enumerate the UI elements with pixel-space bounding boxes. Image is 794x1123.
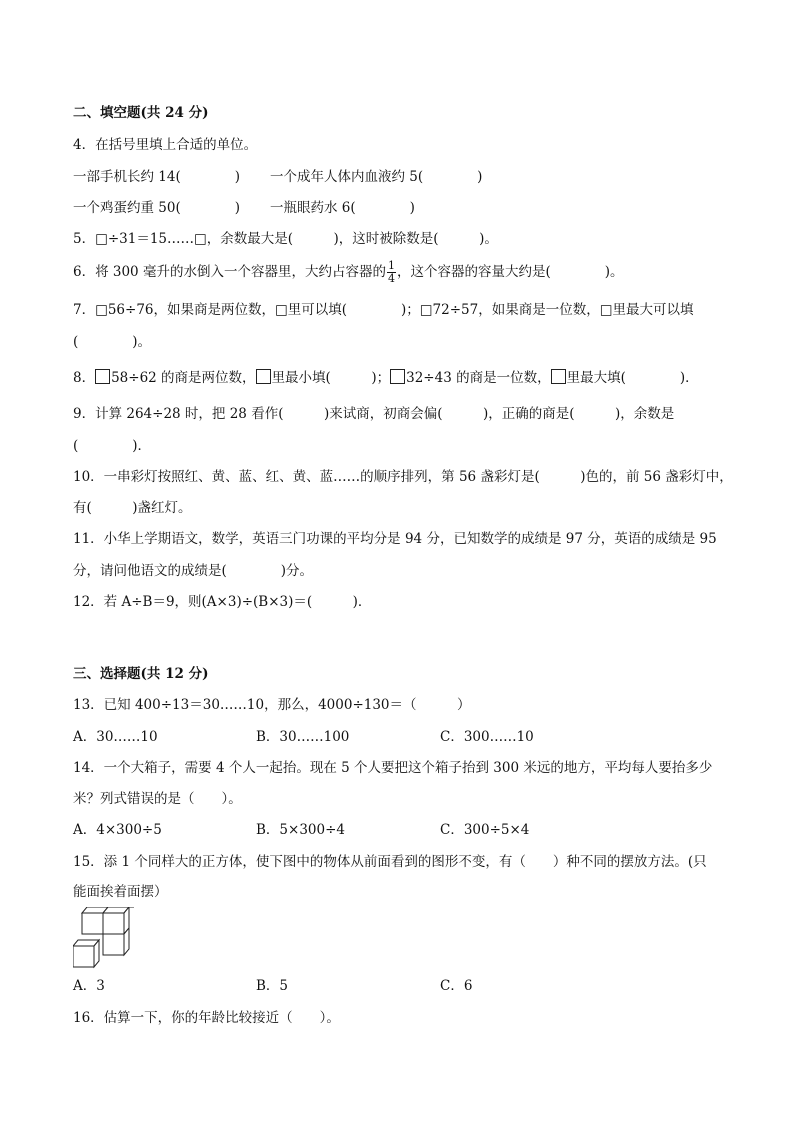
question-6-text-before: 6．将 300 毫升的水倒入一个容器里，大约占容器的: [73, 264, 386, 280]
question-9-line-2: ( )．: [73, 438, 152, 454]
fraction-one-quarter: [387, 260, 396, 285]
question-12: 12．若 A÷B＝9，则(A×3)÷(B×3)＝( )．: [73, 594, 372, 610]
question-8-part-d: 里最大填( )．: [566, 370, 699, 386]
question-15-option-b: B．5: [256, 978, 289, 994]
cube-stack-figure: [73, 907, 137, 971]
question-14-option-a: A．4×300÷5: [73, 822, 162, 838]
section-2-heading: 二、填空题(共 24 分): [73, 105, 209, 121]
question-5: 5．□÷31＝15……□，余数最大是( )，这时被除数是( )。: [73, 231, 498, 247]
question-6-text-after: ，这个容器的容量大约是( )。: [396, 264, 624, 280]
fraction-denominator: 4: [387, 272, 395, 285]
question-15-option-c: C．6: [440, 978, 473, 994]
question-14-option-b: B．5×300÷4: [256, 822, 345, 838]
blank-square-icon: [390, 369, 405, 384]
question-10-line-1: 10．一串彩灯按照红、黄、蓝、红、黄、蓝……的顺序排列，第 56 盏彩灯是( )色的，前 56 盏彩灯中，: [73, 469, 733, 485]
question-15-option-a: A．3: [73, 978, 105, 994]
question-13-option-b: B．30……100: [256, 729, 350, 745]
question-14-option-c: C．300÷5×4: [440, 822, 530, 838]
question-7-line-2: ( )。: [73, 334, 152, 350]
question-15-line-1: 15．添 1 个同样大的正方体，使下图中的物体从前面看到的图形不变，有（ ）种不同的摆放方法。(只: [73, 854, 707, 870]
fraction-numerator: 1: [387, 259, 395, 272]
question-6: [73, 258, 624, 286]
question-8-part-a: 58÷62 的商是两位数，: [111, 370, 256, 386]
question-4-row-2-right: 一瓶眼药水 6( ): [270, 200, 415, 216]
question-16: 16．估算一下，你的年龄比较接近（ ）。: [73, 1010, 340, 1026]
question-8-part-b: 里最小填( )；: [271, 370, 391, 386]
blank-square-icon: [95, 369, 110, 384]
question-14-line-1: 14．一个大箱子，需要 4 个人一起抬。现在 5 个人要把这个箱子抬到 300 米远的地方，平均每人要抬多少: [73, 760, 713, 776]
blank-square-icon: [256, 369, 271, 384]
question-13-stem: 13．已知 400÷13＝30……10，那么，4000÷130＝（ ）: [73, 697, 471, 713]
question-10-line-2: 有( )盏红灯。: [73, 500, 192, 516]
blank-square-icon: [551, 369, 566, 384]
question-4-stem: 4．在括号里填上合适的单位。: [73, 137, 258, 153]
cube-bottom-front: [73, 940, 99, 967]
question-13-option-c: C．300……10: [440, 729, 534, 745]
question-7-line-1: 7．□56÷76，如果商是两位数，□里可以填( )；□72÷57，如果商是一位数，□里最大可以填: [73, 302, 694, 318]
question-9-line-1: 9．计算 264÷28 时，把 28 看作( )来试商，初商会偏( )，正确的商是( )，余数是: [73, 406, 675, 422]
question-4-row-1-left: 一部手机长约 14( ): [73, 169, 241, 185]
section-3-heading: 三、选择题(共 12 分): [73, 666, 209, 682]
question-11-line-1: 11．小华上学期语文，数学，英语三门功课的平均分是 94 分，已知数学的成绩是 97 分，英语的成绩是 95: [73, 531, 717, 547]
question-14-line-2: 米？列式错误的是（ ）。: [73, 791, 242, 807]
question-8-number: 8．: [73, 370, 96, 386]
question-11-line-2: 分，请问他语文的成绩是( )分。: [73, 563, 314, 579]
question-4-row-2-left: 一个鸡蛋约重 50( ): [73, 200, 241, 216]
question-8-part-c: 32÷43 的商是一位数，: [406, 370, 551, 386]
question-13-option-a: A．30……10: [73, 729, 158, 745]
question-8: [73, 369, 699, 387]
question-4-row-1-right: 一个成年人体内血液约 5( ): [270, 169, 483, 185]
question-15-line-2: 能面挨着面摆）: [73, 884, 168, 900]
